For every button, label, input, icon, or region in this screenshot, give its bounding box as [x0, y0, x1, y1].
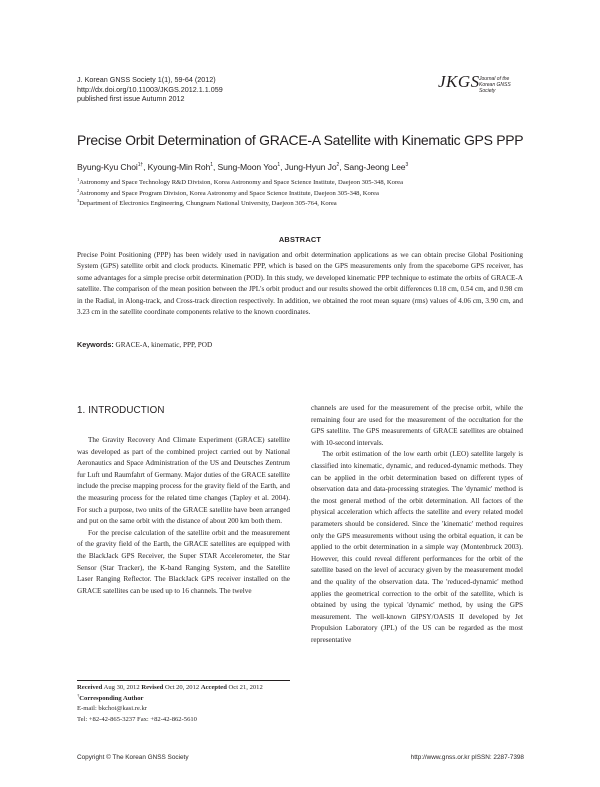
logo-subtitle-line1: Journal of the — [479, 76, 510, 82]
doi-link[interactable]: http://dx.doi.org/10.11003/JKGS.2012.1.1.059 — [77, 84, 223, 94]
author-affiliation-mark: 1 — [210, 162, 213, 169]
revised-label: Revised — [141, 684, 164, 691]
affiliation — [77, 178, 403, 189]
journal-citation-block — [77, 75, 223, 104]
affiliation-mark: 1 — [77, 176, 80, 182]
author-affiliation-mark: 2 — [336, 162, 340, 169]
affiliation — [77, 199, 403, 210]
journal-citation: J. Korean GNSS Society 1(1), 59-64 (2012) — [77, 75, 216, 84]
logo-mark: JKGS — [438, 72, 480, 91]
received-label: Received — [77, 684, 103, 691]
footnotes — [77, 683, 290, 725]
author-name: Sang-Jeong Lee — [343, 162, 406, 172]
affiliation-mark: 2 — [77, 187, 80, 193]
paragraph: For the precise calculation of the satellite orbit and the measurement of the gravity field of the Earth, the GRACE satellites are equipped with the BlackJack GPS Receiver, the Super STAR Accelerometer, the Star Sensor (Star Tracker), the K-band Ranging System, and the Satellite Laser Ranging Reflector. The BlackJack GPS receiver installed on the GRACE satellites can be used up to 16 channels. The twelve — [77, 528, 290, 595]
author-list — [77, 162, 408, 173]
author-name: Jung-Hyun Jo — [284, 162, 337, 172]
email-line[interactable]: E-mail: bkchoi@kasi.re.kr — [77, 705, 147, 712]
phone-line: Tel: +82-42-865-3237 Fax: +82-42-862-5610 — [77, 715, 197, 723]
author-affiliation-mark: 3 — [405, 162, 409, 169]
revised-date: Oct 20, 2012 — [164, 684, 200, 691]
accepted-date: Oct 21, 2012 — [228, 684, 263, 691]
footnote-divider — [77, 680, 290, 681]
affiliation-text: Astronomy and Space Program Division, Korea Astronomy and Space Science Institute, Daejeon 305-348, Korea — [79, 189, 379, 197]
author-affiliation-mark: 1† — [137, 162, 144, 169]
keywords-text: GRACE-A, kinematic, PPP, POD — [115, 341, 213, 349]
dagger-mark: † — [77, 692, 80, 698]
paper-title: Precise Orbit Determination of GRACE-A Satellite with Kinematic GPS PPP — [77, 132, 524, 148]
website-issn[interactable]: http://www.gnss.or.kr pISSN: 2287-7398 — [410, 754, 524, 761]
publication-note: published first issue Autumn 2012 — [77, 94, 185, 104]
author-separator: , — [280, 162, 285, 172]
keywords-line — [77, 340, 212, 350]
author-name: Byung-Kyu Choi — [77, 162, 138, 172]
paragraph: channels are used for the measurement of the precise orbit, while the remaining four are used for the measurement of the occultation for the GPS satellite. The GPS measurements of GRACE satellites are obtained with 10-second intervals. — [311, 404, 523, 447]
author-affiliation-mark: 1 — [277, 162, 281, 169]
affiliation-mark: 3 — [77, 198, 80, 203]
affiliation-list — [77, 178, 403, 210]
section-title-introduction: 1. INTRODUCTION — [77, 405, 165, 416]
corresponding-author-label: Corresponding Author — [79, 694, 144, 702]
author-separator: , — [143, 162, 148, 172]
paragraph: The Gravity Recovery And Climate Experiment (GRACE) satellite was developed as part of the combined project carried out by National Aeronautics and Space Administration of the US and Deutsches Zentrum fur Luft und Raumfahrt of Germany. Major duties of the GRACE satellite include the precise mapping process for the gravity field of the Earth, and the measuring process for the related time changes (Tapley et al. 2004). For such a purpose, two units of the GRACE satellite have been arranged and put on the same orbit with the distance of about 200 km both them. — [77, 436, 290, 526]
accepted-label: Accepted — [200, 684, 227, 691]
author-name: Sung-Moon Yoo — [217, 162, 278, 172]
author-separator: , — [212, 162, 218, 172]
journal-logo — [438, 72, 524, 100]
abstract-heading: ABSTRACT — [278, 235, 322, 244]
logo-subtitle — [479, 76, 525, 94]
left-column — [77, 435, 290, 597]
copyright-notice: Copyright © The Korean GNSS Society — [77, 754, 189, 761]
affiliation — [77, 189, 403, 200]
abstract-body: Precise Point Positioning (PPP) has been widely used in navigation and orbit determination applications as we can obtain precise Global Positioning System (GPS) satellite orbit and clock products. Kinematic PPP, which is based on the GPS measurements only from the spaceborne GPS receiver, has some advantages for a simple precise orbit determination (POD). In this study, we developed kinematic PPP technique to estimate the orbits of GRACE-A satellite. The comparison of the mean position between the JPL's orbit product and our results showed the orbit differences 0.18 cm, 0.54 cm, and 0.98 cm in the Radial, in Along-track, and Cross-track direction respectively. In addition, we obtained the root mean square (rms) values of 4.06 cm, 3.90 cm, and 3.23 cm in the satellite coordinate components relative to the known coordinates. — [77, 251, 523, 317]
affiliation-text: Department of Electronics Engineering, Chungnam National University, Daejeon 305-764, Korea — [79, 200, 337, 208]
dates-line — [77, 683, 290, 694]
author-name: Kyoung-Min Roh — [147, 162, 211, 172]
keywords-label: Keywords: — [77, 340, 114, 349]
logo-subtitle-line2: Korean GNSS Society — [479, 82, 511, 94]
paragraph: The orbit estimation of the low earth orbit (LEO) satellite largely is classified into kinematic, dynamic, and reduced-dynamic methods. They can be applied in the orbit determination based on different types of observation data and data-processing strategies. The 'dynamic' method is the most general method of the orbit determination. All factors of the physical acceleration which affects the satellite and every related model parameters should be considered. Since the 'kinematic' method requires only the GPS measurements without using the orbital equation, it can be applied to the orbit determination in a simple way (Montenbruck 2003). However, this could reveal different performances for the orbit of the satellite based on the level of accuracy given by the measurement model and the quality of the observation data. The 'reduced-dynamic' method applies the geometrical correction to the orbit of the satellite, which is obtained by using the typical 'dynamic' method, by using the GPS measurement. The well-known GIPSY/OASIS II developed by Jet Propulsion Laboratory (JPL) of the US can be regarded as the most representative — [311, 450, 523, 644]
affiliation-text: Astronomy and Space Technology R&D Division, Korea Astronomy and Space Science Institute, Daejeon 305-348, Korea — [79, 179, 404, 186]
right-column — [311, 403, 523, 646]
author-separator: , — [339, 162, 344, 172]
received-date: Aug 30, 2012 — [103, 684, 140, 691]
corresponding-author-line — [77, 694, 290, 705]
